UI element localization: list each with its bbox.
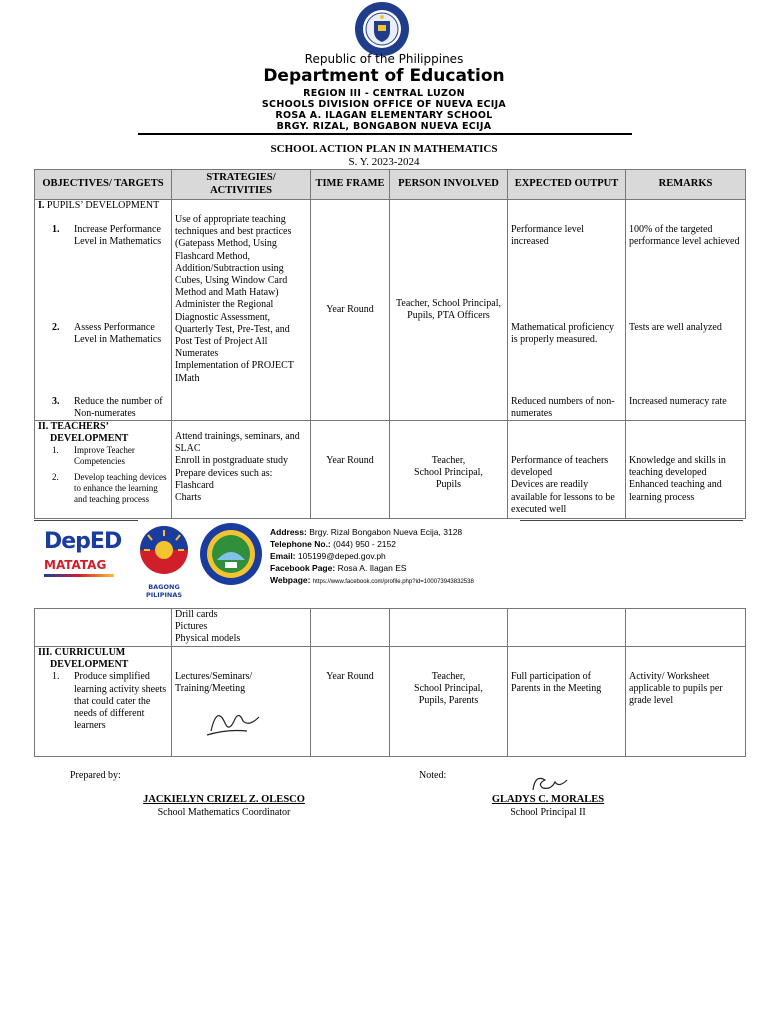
strategy-text: Use of appropriate teaching techniques and best practices (Gatepass Method, Using Flashcard Method, Addition/Subtraction using Cubes, Using Window Card Method and Math Hataw) [175, 214, 292, 299]
remarks-text: Enhanced teaching and learning process [629, 479, 722, 503]
footer-telephone: Telephone No.: (044) 950 - 2152 [270, 539, 396, 549]
list-item: 1. Increase Performance Level in Mathematics [52, 224, 162, 248]
time-frame-cell: Year Round [311, 421, 390, 519]
header-divider [138, 133, 632, 135]
footer-facebook[interactable]: Facebook Page: Rosa A. Ilagan ES [270, 563, 407, 573]
time-frame-cell: Year Round [311, 200, 390, 421]
noted-by-name: GLADYS C. MORALES [491, 794, 605, 805]
strategy-text: Attend trainings, seminars, and SLAC [175, 431, 300, 455]
remarks-cell [626, 200, 746, 421]
strategy-text: Flashcard [175, 479, 214, 491]
col-objectives: OBJECTIVES/ TARGETS [35, 170, 172, 200]
objectives-cell [35, 647, 172, 757]
col-remarks: REMARKS [626, 170, 746, 200]
remarks-text: Knowledge and skills in teaching developed [629, 455, 726, 479]
deped-seal-logo [352, 0, 412, 58]
output-cell [508, 609, 626, 647]
republic-line: Republic of the Philippines [304, 52, 464, 66]
strategy-text: Prepare devices such as: [175, 467, 273, 479]
section-teachers-label: II. TEACHERS’ [38, 421, 109, 432]
footer-address: Address: Brgy. Rizal Bongabon Nueva Ecija, 3128 [270, 527, 463, 537]
list-item: 2. Assess Performance Level in Mathematics [52, 322, 162, 346]
output-cell [508, 421, 626, 519]
strategy-text: Lectures/Seminars/ Training/Meeting [175, 671, 253, 695]
col-expected-output: EXPECTED OUTPUT [508, 170, 626, 200]
table-header-row [35, 170, 746, 200]
action-plan-table-continued [34, 608, 746, 757]
objectives-cell [35, 421, 172, 519]
time-frame-cell: Year Round [311, 647, 390, 757]
school-year: S. Y. 2023-2024 [348, 156, 420, 168]
remarks-text: Increased numeracy rate [629, 396, 727, 407]
strategy-text: Pictures [175, 621, 208, 633]
school-address-line: BRGY. RIZAL, BONGABON NUEVA ECIJA [276, 121, 492, 132]
output-text: Performance level increased [511, 224, 585, 248]
strategies-cell [172, 609, 311, 647]
objectives-cell [35, 200, 172, 421]
coordinator-signature [203, 703, 307, 743]
division-line: SCHOOLS DIVISION OFFICE OF NUEVA ECIJA [261, 99, 507, 110]
persons-cell: Teacher, School Principal, Pupils, Parents [390, 647, 508, 757]
strategy-text: Administer the Regional Diagnostic Assessment, Quarterly Test, Pre-Test, and Post Test of Project All Numerates [175, 299, 290, 360]
col-time-frame: TIME FRAME [311, 170, 390, 200]
noted-by-position: School Principal II [510, 807, 586, 818]
list-item: 3. Reduce the number of Non-numerates [52, 396, 163, 420]
section-teachers-label-2: DEVELOPMENT [50, 433, 129, 445]
strategies-cell [172, 647, 311, 757]
strategies-cell [172, 200, 311, 421]
table-row [35, 421, 746, 519]
footer-divider-right [520, 520, 743, 521]
noted-label: Noted: [419, 770, 447, 781]
strategies-cell [172, 421, 311, 519]
prepared-by-label: Prepared by: [70, 770, 121, 781]
section-roman: I. [38, 200, 45, 211]
col-strategies: STRATEGIES/ ACTIVITIES [172, 170, 311, 200]
department-title: Department of Education [263, 66, 505, 86]
output-text: Mathematical proficiency is properly measured. [511, 322, 615, 346]
persons-cell: Teacher, School Principal, Pupils, PTA Officers [390, 200, 508, 421]
persons-cell: Teacher, School Principal, Pupils [390, 421, 508, 519]
output-text: Devices are readily available for lessons to be executed well [511, 479, 615, 515]
output-text: Full participation of Parents in the Meeting [511, 671, 602, 695]
footer-email[interactable]: Email: 105199@deped.gov.ph [270, 551, 386, 561]
table-row [35, 609, 746, 647]
objectives-cell [35, 609, 172, 647]
school-seal-logo [199, 522, 263, 586]
remarks-text: Tests are well analyzed [629, 322, 722, 333]
list-item: 1. Produce simplified learning activity sheets that could cater the needs of different learners [52, 671, 167, 732]
output-cell [508, 200, 626, 421]
table-row [35, 200, 746, 421]
output-text: Performance of teachers developed [511, 455, 609, 479]
document-title: SCHOOL ACTION PLAN IN MATHEMATICS [270, 143, 498, 155]
strategy-text: Charts [175, 492, 202, 504]
remarks-cell [626, 647, 746, 757]
list-item: 1. Improve Teacher Competencies [52, 445, 135, 467]
section-pupils-label: PUPILS’ DEVELOPMENT [46, 200, 160, 211]
footer-divider-left [34, 520, 138, 521]
remarks-text: Activity/ Worksheet applicable to pupils per grade level [629, 671, 723, 707]
strategy-text: Enroll in postgraduate study [175, 455, 289, 467]
section-curriculum-label: III. CURRICULUM [38, 647, 126, 658]
output-cell [508, 647, 626, 757]
strategy-text: Drill cards [175, 609, 218, 620]
section-curriculum-label-2: DEVELOPMENT [50, 659, 129, 671]
persons-cell [390, 609, 508, 647]
prepared-by-name: JACKIELYN CRIZEL Z. OLESCO [143, 794, 305, 805]
list-item: 2. Develop teaching devices to enhance the learning and teaching process [52, 472, 167, 505]
region-line: REGION III - CENTRAL LUZON [303, 88, 465, 99]
prepared-by-position: School Mathematics Coordinator [157, 807, 291, 818]
deped-matatag-logo: DepED MATATAG [44, 530, 122, 586]
remarks-cell [626, 421, 746, 519]
bagong-pilipinas-logo: BAGONG PILIPINAS [130, 524, 198, 586]
table-row [35, 647, 746, 757]
footer-webpage[interactable]: Webpage: https://www.facebook.com/profile.php?id=100073943832538 [270, 575, 474, 585]
action-plan-table [34, 169, 746, 519]
remarks-cell [626, 609, 746, 647]
remarks-text: 100% of the targeted performance level achieved [629, 224, 740, 248]
output-text: Reduced numbers of non-numerates [511, 396, 615, 420]
strategy-text: Physical models [175, 633, 241, 645]
col-person-involved: PERSON INVOLVED [390, 170, 508, 200]
time-frame-cell [311, 609, 390, 647]
school-line: ROSA A. ILAGAN ELEMENTARY SCHOOL [275, 110, 493, 121]
strategy-text: Implementation of PROJECT IMath [175, 360, 294, 384]
